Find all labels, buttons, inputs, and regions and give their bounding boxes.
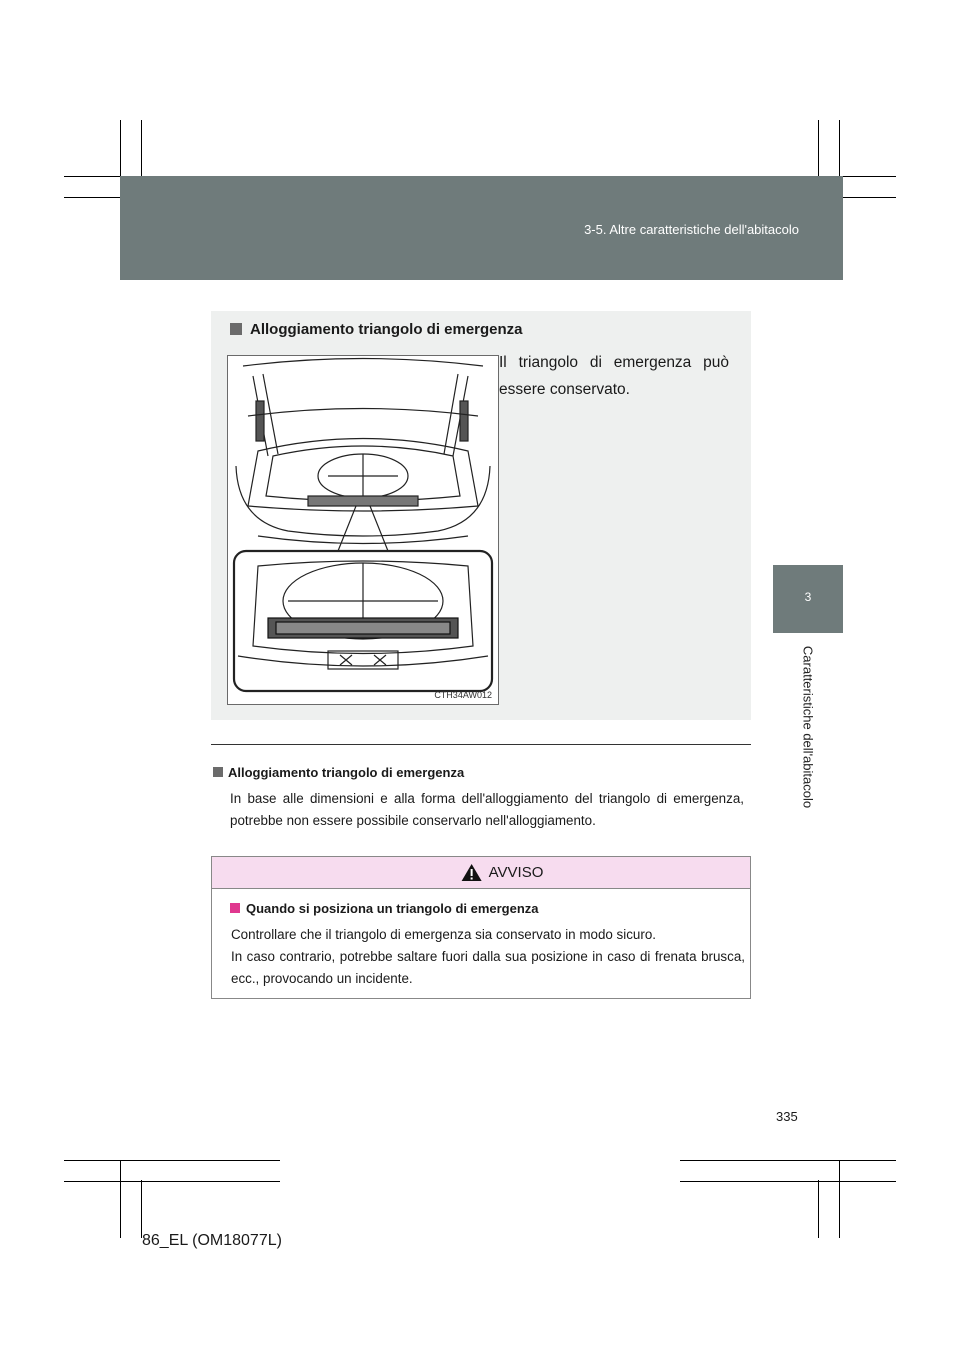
warning-title-text: Quando si posiziona un triangolo di emergenza xyxy=(246,901,539,916)
crop-mark xyxy=(64,1160,280,1161)
warning-body xyxy=(231,924,745,990)
figure-code: CTH34AW012 xyxy=(434,690,492,700)
section-title: 3-5. Altre caratteristiche dell'abitacolo xyxy=(584,222,799,237)
warning-line-2: In caso contrario, potrebbe saltare fuori dalla sua posizione in caso di frenata brusca, ecc., provocando un incidente. xyxy=(231,949,745,986)
header-band xyxy=(120,176,843,280)
note-body-text: In base alle dimensioni e alla forma dell'alloggiamento del triangolo di emergenza, potrebbe non essere possibile conservarlo nell'alloggiamento. xyxy=(230,791,744,828)
warning-triangle-icon xyxy=(461,863,483,882)
note-heading xyxy=(213,765,464,780)
crop-mark xyxy=(64,1181,280,1182)
square-bullet-icon xyxy=(230,323,242,335)
panel-body-text: Il triangolo di emergenza può essere conservato. xyxy=(499,354,729,398)
crop-mark xyxy=(141,1180,142,1238)
note-title-text: Alloggiamento triangolo di emergenza xyxy=(228,765,465,780)
square-bullet-icon xyxy=(213,767,223,777)
chapter-tab[interactable]: 3 xyxy=(773,565,843,633)
crop-mark xyxy=(680,1160,896,1161)
crop-mark xyxy=(818,1180,819,1238)
document-code: 86_EL (OM18077L) xyxy=(142,1232,282,1249)
crop-mark xyxy=(839,1160,840,1238)
chapter-title: Caratteristiche dell'abitacolo xyxy=(800,645,816,809)
panel-heading xyxy=(230,321,523,338)
warning-line-1: Controllare che il triangolo di emergenza sia conservato in modo sicuro. xyxy=(231,927,656,942)
crop-mark xyxy=(680,1181,896,1182)
trunk-drawing xyxy=(228,356,498,704)
trunk-illustration xyxy=(227,355,499,705)
warning-label-text: AVVISO xyxy=(488,864,544,881)
square-bullet-icon xyxy=(230,903,240,913)
page-number: 335 xyxy=(776,1109,798,1124)
warning-heading xyxy=(230,901,539,916)
warning-label xyxy=(461,863,544,882)
section-divider xyxy=(211,744,751,745)
crop-mark xyxy=(120,1160,121,1238)
warning-box xyxy=(211,856,751,999)
warning-header xyxy=(212,857,750,889)
info-panel xyxy=(211,311,751,720)
panel-title-text: Alloggiamento triangolo di emergenza xyxy=(250,321,523,338)
